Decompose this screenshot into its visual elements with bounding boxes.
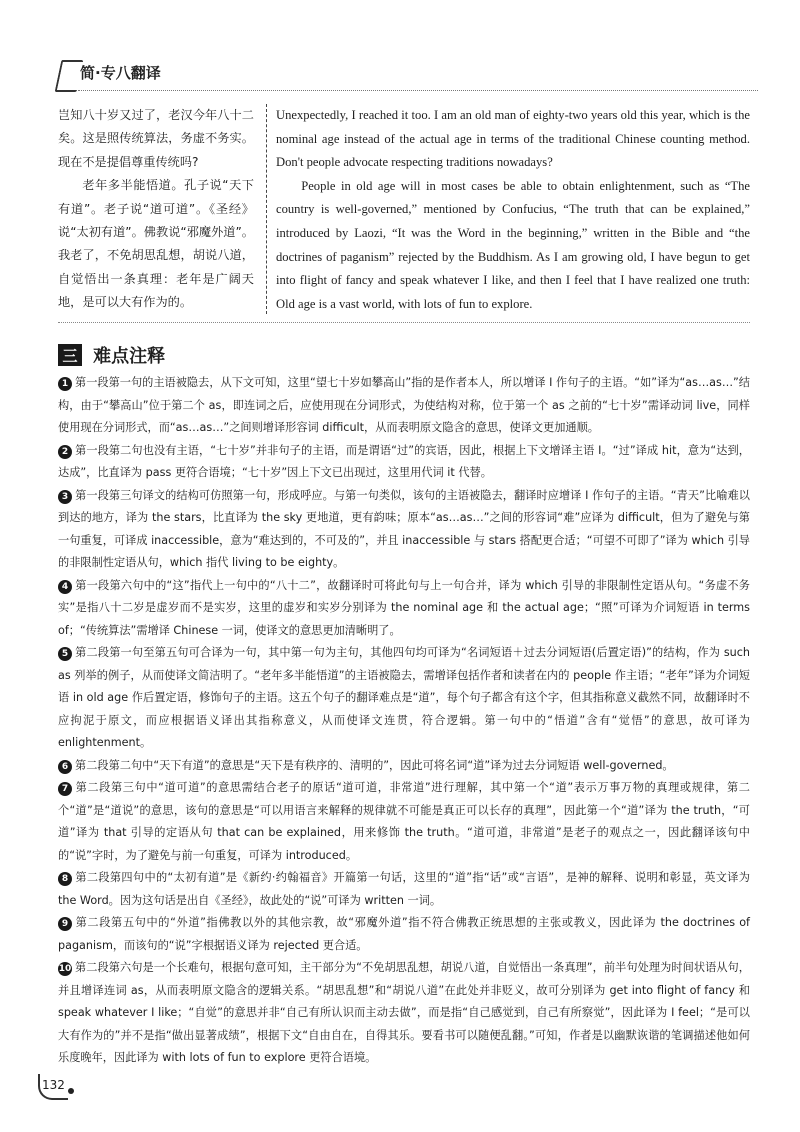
note-item [58,957,750,1070]
chinese-paragraph-2: 老年多半能悟道。孔子说“天下有道”。老子说“道可道”。《圣经》说“太初有道”。佛教说“邪魔外道”。我老了，不免胡思乱想，胡说八道，自觉悟出一条真理：老年是广阔天地，是可以大有作为的。 [58,178,254,310]
english-paragraph-2: People in old age will in most cases be able to obtain enlightenment, such as “The country is well-governed,” mentioned by Confucius, “The truth that can be explained,” introduced by Laozi, “It was the Word in the beginning,” written in the Bible and “the doctrines of paganism” rejected by the Buddhism. As I am growing old, I have begun to get into flight of fancy and speak whatever I like, and then I feel that I have realized one truth: Old age is a vast world, with lots of fun to explore. [276,178,750,311]
section-number: 三 [62,347,78,365]
page-number-dot [68,1088,74,1094]
note-text: 第二段第三句中“道可道”的意思需结合老子的原话“道可道，非常道”进行理解，其中第一个“道”表示万事万物的真理或规律，第二个“道”是“道说”的意思，该句的意思是“可以用语言来解释的规律就不可能是真正可以长存的真理”，因此第一个“道”译为 the truth，“可道”译为 that 引导的定语从句 that can be explained，用来修饰 the truth。“道可道，非常道”是老子的观点之一，因此翻译该句中的“说”字时，为了避免与前一句重复，可译为 introduced。 [58,781,750,862]
chinese-paragraph-1: 岂知八十岁又过了，老汉今年八十二矣。这是照传统算法，务虚不务实。现在不是提倡尊重传统吗? [58,108,254,169]
note-item [58,912,750,957]
note-text: 第一段第二句也没有主语，“七十岁”并非句子的主语，而是谓语“过”的宾语，因此，根据上下文增译主语 I。“过”译成 hit，意为“达到，达成”，比直译为 pass 更符合语境；“七十岁”因上下文已出现过，这里用代词 it 代替。 [58,443,750,479]
chinese-source-column [58,104,254,315]
section-title: 难点注释 [93,346,166,367]
note-number: 6 [58,760,72,774]
note-text: 第一段第三句译文的结构可仿照第一句，形成呼应。与第一句类似，该句的主语被隐去，翻译时应增译 I 作句子的主语。“青天”比喻难以到达的地方，译为 the stars，比直译为 the sky 更地道，更有韵味；原本“as…as…”之间的形容词“难”应译为 difficult，但为了避免与第一句重复，可译成 inaccessible，意为“难达到的，不可及的”，并且 inaccessible 与 stars 搭配更合适；“可望不可即了”译为 which 引导的非限制性定语从句，which 指代 living to be eighty。 [58,488,750,569]
english-translation-column [276,104,750,316]
note-item [58,755,750,778]
note-text: 第一段第六句中的“这”指代上一句中的“八十二”，故翻译时可将此句与上一句合并，译为 which 引导的非限制性定语从句。“务虚不务实”是指八十二岁是虚岁而不是实岁，这里的虚岁和实岁分别译为 the nominal age 和 the actual age；“照”可译为介词短语 in terms of；“传统算法”需增译 Chinese 一词，使译文的意思更加清晰明了。 [58,578,750,637]
notes-list [58,372,750,1070]
note-number: 5 [58,647,72,661]
note-text: 第二段第一句至第五句可合译为一句，其中第一句为主句，其他四句均可译为“名词短语＋过去分词短语(后置定语)”的结构，作为 such as 列举的例子，从而使译文简洁明了。“老年多半能悟道”的主语被隐去，需增译包括作者和读者在内的 people 作主语；“老年”译为介词短语 in old age 作后置定语，修饰句子的主语。这五个句子的翻译难点是“道”，每个句子都含有这个字，但其指称意义截然不同，故翻译时不应拘泥于原文，而应根据语义译出其指称意义，从而使译文连贯，符合逻辑。第一句中的“悟道”含有“觉悟”的意思，故可译为 enlightenment。 [58,646,750,749]
note-text: 第一段第一句的主语被隐去，从下文可知，这里“望七十岁如攀高山”指的是作者本人，所以增译 I 作句子的主语。“如”译为“as…as…”结构，由于“攀高山”位于第二个 as，即连词之后，应使用现在分词形式，为使结构对称，位于第一个 as 之前的“七十岁”需译动词 live，同样使用现在分词形式，而“as…as…”之间则增译形容词 difficult，从而表明原文隐含的意思，使译文更加通顺。 [58,376,750,434]
note-text: 第二段第六句是一个长难句，根据句意可知，主干部分为“不免胡思乱想，胡说八道，自觉悟出一条真理”，前半句处理为时间状语从句，并且增译连词 as，从而表明原文隐含的逻辑关系。“胡思乱想”和“胡说八道”在此处并非贬义，故可分别译为 get into flight of fancy 和 speak whatever I like；“自觉”的意思并非“自己有所认识而主动去做”，而是指“自己感觉到，自己有所察觉”，因此译为 I feel；“是可以大有作为的”并不是指“做出显著成绩”，根据下文“自由自在，自得其乐。要看书可以随便乱翻。”可知，作者是以幽默诙谐的笔调描述他如何乐度晚年，因此译为 with lots of fun to explore 更符合语境。 [58,961,750,1064]
note-text: 第二段第四句中的“太初有道”是《新约·约翰福音》开篇第一句话，这里的“道”指“话”或“言语”，是神的解释、说明和彰显，英文译为 the Word。因为这句话是出自《圣经》，故此处的“说”可译为 written 一词。 [58,871,750,907]
note-item [58,440,750,485]
running-header [58,56,758,96]
note-number: 7 [58,782,72,796]
note-number: 3 [58,490,72,504]
page-number-block [38,1074,78,1098]
note-item [58,642,750,755]
note-number: 1 [58,377,72,391]
english-paragraph-1: Unexpectedly, I reached it too. I am an old man of eighty-two years old this year, which is the nominal age instead of the actual age in terms of the traditional Chinese counting method. Don't people advocate respecting traditions nowadays? [276,108,750,170]
note-number: 8 [58,872,72,886]
note-item [58,485,750,575]
note-number: 9 [58,917,72,931]
parallel-text [58,104,750,324]
note-number: 2 [58,445,72,459]
note-text: 第二段第二句中“天下有道”的意思是“天下是有秩序的、清明的”，因此可将名词“道”译为过去分词短语 well-governed。 [75,758,674,772]
section-heading [58,342,165,370]
note-text: 第二段第五句中的“外道”指佛教以外的其他宗教，故“邪魔外道”指不符合佛教正统思想的主张或教义，因此译为 the doctrines of paganism，而该句的“说”字根据语义译为 rejected 更合适。 [58,916,750,952]
note-number: 4 [58,580,72,594]
section-number-badge [58,344,82,366]
header-rule [78,90,758,91]
note-item [58,575,750,643]
note-item [58,867,750,912]
column-divider [266,104,267,314]
note-item [58,777,750,867]
note-item [58,372,750,440]
note-number: 10 [58,964,72,974]
header-title: 简·专八翻译 [80,64,161,82]
section-separator [58,322,750,323]
page-number: 132 [42,1078,65,1092]
